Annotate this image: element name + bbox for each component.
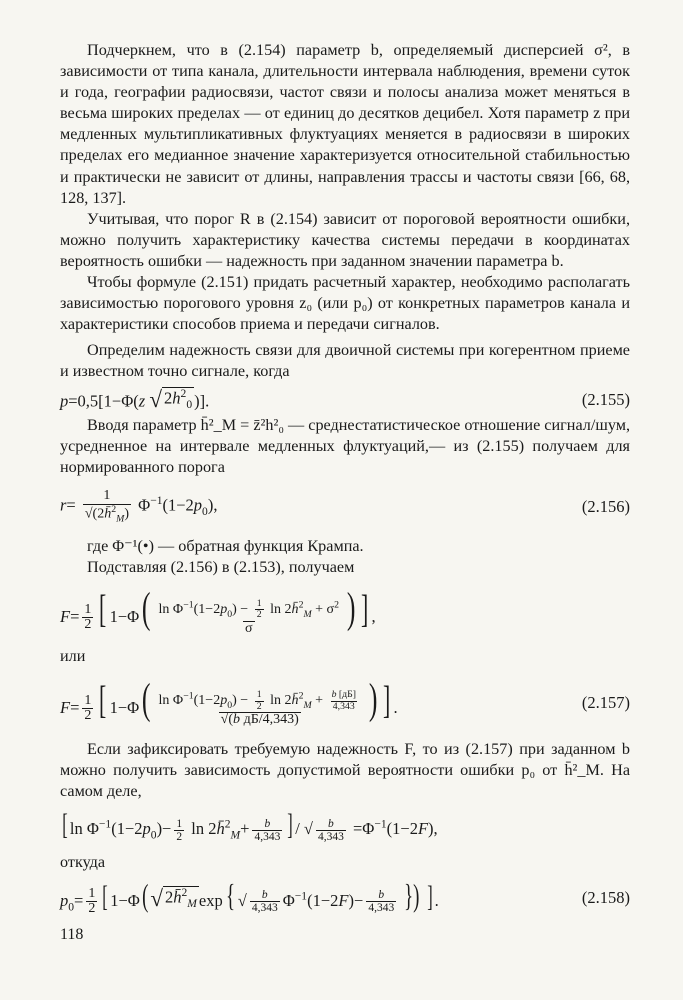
paragraph-6: где Φ⁻¹(•) — обратная функция Крампа. <box>87 536 364 555</box>
paragraph-10: откуда <box>60 853 106 872</box>
equation-number: (2.156) <box>581 496 630 516</box>
equation-f-1: F= $\frac{1}{2}$ [ 1−Φ( $\ln \Phi^{-1}(1-2p_0)$ − $\frac{1}{2}$ ln 2h̄$^2_M$ + $\sigma^2$ σ ) ] , <box>60 584 376 636</box>
equation-2-156: r= $\frac{1}{√(2h̄^2_M)}$ $\Phi^{-1}(1-2p_0)$, (2.156) <box>60 488 630 525</box>
paragraph-8: или <box>60 646 86 665</box>
equation-2-157: F= $\frac{1}{2}$ [ 1−Φ( $\ln \Phi^{-1}(1-2p_0)$ − $\frac{1}{2}$ ln 2h̄$^2_M$ + $\frac{b [дБ]}{4,343}$ √(b дБ/4,343) ) ] . (2.157) <box>60 675 630 727</box>
equation-2-158: $p_0=$ $\frac{1}{2}$ [ 1−Φ( √ 2h̄$^2_M$ exp{ √ $\frac{b}{4,343}$ $\Phi^{-1}(1-2F)-$ $\frac{b}{4,343}$ }) ] . (2.158) <box>60 877 630 917</box>
paragraph-7: Подставляя (2.156) в (2.153), получаем <box>87 557 355 576</box>
equation-number: (2.158) <box>581 888 630 908</box>
page-body <box>60 40 630 923</box>
paragraph-9: Если зафиксировать требуемую надежность F, то из (2.157) при заданном b можно получить зависимость допустимой вероятности ошибки p₀ от h̄²_M. На самом деле, <box>60 740 630 801</box>
paragraph-2: Учитывая, что порог R в (2.154) зависит от пороговой вероятности ошибки, можно получить характеристику качества системы передачи в координатах вероятность ошибки — надежность при заданном значении параметра b. <box>60 209 630 270</box>
paragraph-3: Чтобы формуле (2.151) придать расчетный характер, необходимо располагать зависимостью порогового уровня z₀ (или p₀) от конкретных параметров канала и характеристики способов приема и передачи сигналов. <box>60 273 630 334</box>
paragraph-1: Подчеркнем, что в (2.154) параметр b, определяемый дисперсией σ², в зависимости от типа канала, длительности интервала наблюдения, времени суток и года, географии радиосвязи, частот связи и полосы анализа может меняться в весьма широких пределах — от единиц до десятков децибел. Хотя параметр z при медленных мультипликативных флуктуациях меняется в радиосвязи в широких пределах его медианное значение характеризуется относительной стабильностью и практически не зависит от длины, направления трассы и частоты связи [66, 68, 128, 137]. <box>60 41 630 207</box>
equation-number: (2.155) <box>581 389 630 409</box>
page-number: 118 <box>60 926 84 943</box>
paragraph-5: Вводя параметр h̄²_M = z̄²h²₀ — среднестатистическое отношение сигнал/шум, усредненное на интервале медленных флуктуаций,— из (2.155) получаем для нормированного порога <box>60 415 630 476</box>
equation-2-155: p=0,5[1−Φ(z √ $2h^2_0$ )]. (2.155) <box>60 385 630 412</box>
equation-intermediate: [ $\ln \Phi^{-1}(1-2p_0)-$ $\frac{1}{2}$ ln 2h̄$^2_M$+ $\frac{b}{4,343}$ ] / √ $\frac{b}{4,343}$ $=\Phi^{-1}(1-2F)$, <box>62 809 438 844</box>
equation-number: (2.157) <box>581 693 630 713</box>
paragraph-4: Определим надежность связи для двоичной системы при когерентном приеме и известном точно сигнале, когда <box>60 341 630 381</box>
